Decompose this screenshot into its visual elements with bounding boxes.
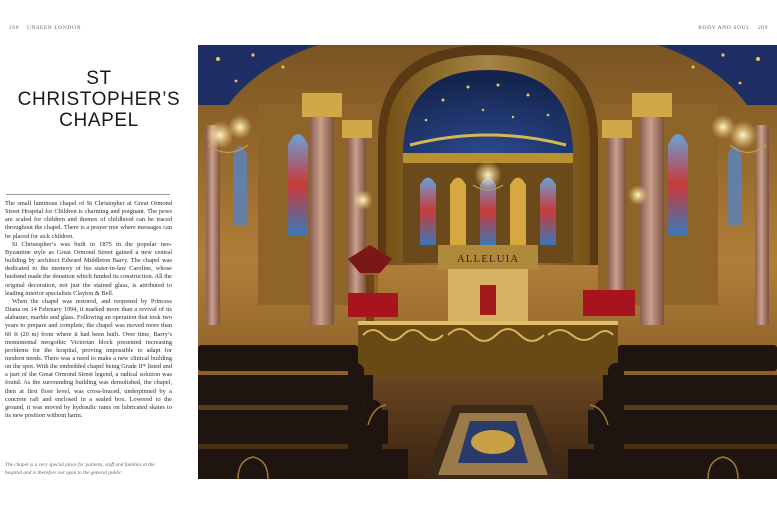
article-title — [0, 68, 198, 131]
left-page-number: 208 — [9, 25, 20, 31]
chapel-interior-illustration — [198, 45, 777, 479]
altar-inscription: ALLELUIA — [456, 253, 520, 265]
photo-caption: The chapel is a very special place for patients, staff and families at the hospital and is therefore not open to the general public. — [5, 462, 155, 476]
body-paragraph: The small luminous chapel of St Christopher at Great Ormond Street Hospital for Children is charming and poignant. The pews are scaled for children and themes of childhood can be traced throughout the chapel. There is a prayer tree where messages can be placed for sick children. — [5, 200, 172, 240]
title-line: ST — [86, 68, 112, 89]
title-divider — [6, 194, 170, 195]
article-body — [5, 200, 172, 420]
right-running-head: BODY AND SOUL — [698, 25, 750, 31]
body-paragraph: When the chapel was restored, and reopened by Princess Diana on 14 February 1994, it marked more than a revival of its alabaster, marble and glass. Following an operation that took two years to prepare and complete, the chapel was moved more than 60 ft (20 m) from where it had been built. Over time, Barry’s monumental neogothic Victorian block presented increasing problems for the hospital, proving impossible to adapt for modern needs. There was a need to make a new clinical building on the spot. With the embedded chapel being Grade II* listed and a part of the Great Ormond Street legend, a radical solution was found. As the surrounding building was demolished, the chapel, then at first floor level, was cross-braced, underpinned by a concrete raft and enclosed in a sealed box. Lowered to the ground, it was moved by hydraulic rams on lubricated skates to its new position without harm. — [5, 297, 172, 420]
right-page-header — [698, 25, 768, 31]
left-page-header — [9, 25, 81, 31]
right-page-number: 209 — [757, 25, 768, 31]
chapel-photograph — [198, 45, 777, 479]
left-running-head: UNSEEN LONDON — [27, 25, 82, 31]
title-line: CHRISTOPHER’S — [17, 89, 181, 110]
body-paragraph: St Christopher’s was built in 1875 in the popular neo-Byzantine style as Great Ormond Street gained a new central building by architect Edward Middleton Barry. The chapel was dedicated to the memory of his sister-in-law Caroline, whose husband made the donation which funded its construction. All the original decoration, not just the stained glass, is attributed to leading interior specialists Clayton & Bell. — [5, 240, 172, 297]
title-line: CHAPEL — [59, 110, 139, 131]
